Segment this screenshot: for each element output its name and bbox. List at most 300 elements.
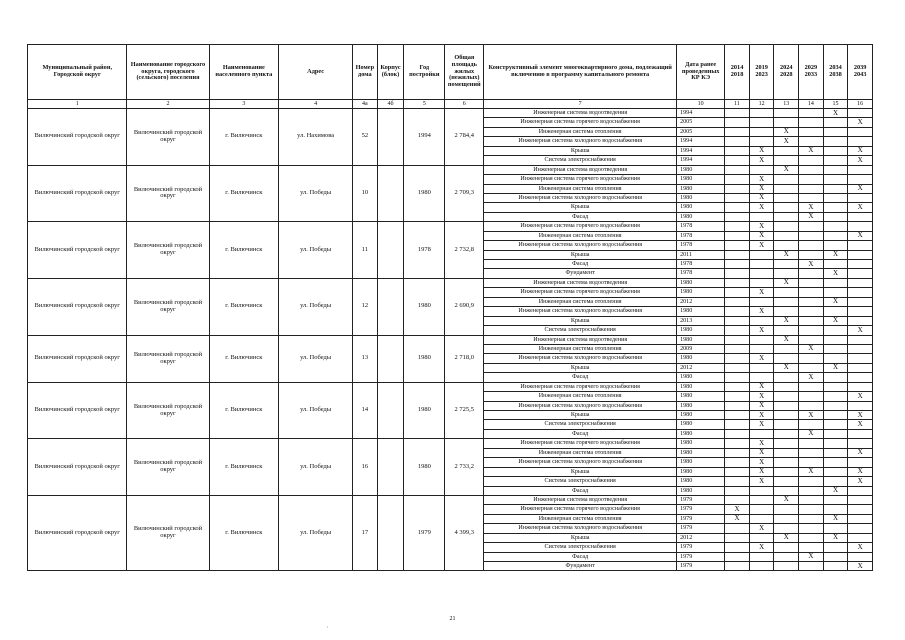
prev-repair-date-cell: 1980 xyxy=(677,429,725,438)
period-mark-cell xyxy=(749,165,774,174)
area-cell: 2 690,9 xyxy=(445,278,484,335)
period-mark-cell: X xyxy=(749,241,774,250)
district-cell: Вилючинский городской округ xyxy=(28,165,127,222)
period-mark-cell xyxy=(725,222,750,231)
period-mark-cell xyxy=(823,278,848,287)
period-mark-cell xyxy=(774,288,799,297)
period-mark-cell: X xyxy=(749,392,774,401)
period-mark-cell xyxy=(799,193,824,202)
block-cell xyxy=(377,165,404,222)
period-mark-cell xyxy=(848,533,873,542)
period-mark-cell xyxy=(749,109,774,118)
period-mark-cell: X xyxy=(749,288,774,297)
period-mark-cell xyxy=(823,373,848,382)
column-number: 10 xyxy=(677,100,725,109)
period-mark-cell: X xyxy=(774,250,799,259)
period-mark-cell xyxy=(725,420,750,429)
period-mark-cell xyxy=(823,146,848,155)
table-row xyxy=(28,165,873,174)
build-year-cell: 1980 xyxy=(404,335,445,382)
period-mark-cell xyxy=(774,307,799,316)
period-mark-cell xyxy=(799,222,824,231)
house-number-cell: 10 xyxy=(353,165,378,222)
period-mark-cell: X xyxy=(799,411,824,420)
period-mark-cell xyxy=(725,156,750,165)
period-mark-cell xyxy=(799,297,824,306)
period-mark-cell: X xyxy=(749,543,774,552)
table-row xyxy=(28,439,873,448)
period-mark-cell xyxy=(848,175,873,184)
period-mark-cell: X xyxy=(749,156,774,165)
period-mark-cell xyxy=(848,297,873,306)
period-mark-cell xyxy=(749,212,774,221)
period-mark-cell: X xyxy=(774,137,799,146)
locality-cell: г. Вилючинск xyxy=(209,109,279,166)
locality-cell: г. Вилючинск xyxy=(209,278,279,335)
period-mark-cell xyxy=(799,288,824,297)
period-mark-cell xyxy=(749,118,774,127)
period-mark-cell: X xyxy=(749,382,774,391)
area-cell: 2 709,3 xyxy=(445,165,484,222)
period-mark-cell: X xyxy=(848,146,873,155)
column-number: 2 xyxy=(127,100,209,109)
period-mark-cell xyxy=(799,448,824,457)
area-cell: 2 725,5 xyxy=(445,382,484,439)
period-mark-cell: X xyxy=(774,495,799,504)
prev-repair-date-cell: 1980 xyxy=(677,326,725,335)
address-cell: ул. Победы xyxy=(279,165,353,222)
element-cell: Фасад xyxy=(484,429,677,438)
element-cell: Инженерная система холодного водоснабжения xyxy=(484,458,677,467)
prev-repair-date-cell: 2005 xyxy=(677,127,725,136)
period-mark-cell xyxy=(848,316,873,325)
block-cell xyxy=(377,278,404,335)
header-prev-repair-date: Дата ранее проведенных КР КЭ xyxy=(677,45,725,100)
period-mark-cell: X xyxy=(848,562,873,571)
prev-repair-date-cell: 2013 xyxy=(677,316,725,325)
period-mark-cell xyxy=(848,505,873,514)
period-mark-cell xyxy=(725,448,750,457)
period-mark-cell: X xyxy=(823,316,848,325)
period-mark-cell xyxy=(848,514,873,523)
table-row xyxy=(28,222,873,231)
period-mark-cell xyxy=(725,486,750,495)
period-mark-cell: X xyxy=(848,467,873,476)
period-mark-cell: X xyxy=(749,448,774,457)
period-mark-cell xyxy=(725,439,750,448)
period-mark-cell: X xyxy=(749,477,774,486)
period-mark-cell xyxy=(799,269,824,278)
build-year-cell: 1980 xyxy=(404,278,445,335)
column-number: 15 xyxy=(823,100,848,109)
settlement-cell: Вилючинский городской округ xyxy=(127,222,209,279)
prev-repair-date-cell: 1980 xyxy=(677,467,725,476)
period-mark-cell: X xyxy=(749,175,774,184)
element-cell: Инженерная система горячего водоснабжения xyxy=(484,175,677,184)
period-mark-cell xyxy=(799,533,824,542)
period-mark-cell xyxy=(799,458,824,467)
period-mark-cell xyxy=(848,212,873,221)
prev-repair-date-cell: 2009 xyxy=(677,344,725,353)
period-mark-cell: X xyxy=(749,420,774,429)
period-mark-cell xyxy=(823,382,848,391)
element-cell: Крыша xyxy=(484,533,677,542)
period-mark-cell: X xyxy=(848,420,873,429)
period-mark-cell xyxy=(749,562,774,571)
period-mark-cell xyxy=(774,344,799,353)
prev-repair-date-cell: 1978 xyxy=(677,222,725,231)
house-number-cell: 16 xyxy=(353,439,378,496)
build-year-cell: 1978 xyxy=(404,222,445,279)
period-mark-cell xyxy=(848,373,873,382)
period-mark-cell xyxy=(823,222,848,231)
block-cell xyxy=(377,382,404,439)
prev-repair-date-cell: 1980 xyxy=(677,278,725,287)
period-mark-cell xyxy=(799,231,824,240)
prev-repair-date-cell: 2012 xyxy=(677,533,725,542)
element-cell: Инженерная система отопления xyxy=(484,184,677,193)
period-mark-cell: X xyxy=(848,203,873,212)
address-cell: ул. Нахимова xyxy=(279,109,353,166)
period-mark-cell: X xyxy=(749,439,774,448)
settlement-cell: Вилючинский городской округ xyxy=(127,382,209,439)
period-mark-cell xyxy=(799,354,824,363)
period-mark-cell xyxy=(749,260,774,269)
period-mark-cell: X xyxy=(799,260,824,269)
period-mark-cell xyxy=(848,137,873,146)
period-mark-cell xyxy=(774,392,799,401)
table-body xyxy=(28,109,873,571)
period-mark-cell xyxy=(799,316,824,325)
column-number-row xyxy=(28,100,873,109)
period-mark-cell xyxy=(823,241,848,250)
house-number-cell: 12 xyxy=(353,278,378,335)
period-mark-cell xyxy=(823,562,848,571)
period-mark-cell: X xyxy=(799,203,824,212)
period-mark-cell xyxy=(725,543,750,552)
period-mark-cell xyxy=(749,429,774,438)
period-mark-cell xyxy=(799,420,824,429)
period-mark-cell: X xyxy=(848,392,873,401)
period-mark-cell xyxy=(848,241,873,250)
period-mark-cell xyxy=(823,392,848,401)
period-mark-cell xyxy=(725,241,750,250)
period-mark-cell: X xyxy=(848,231,873,240)
period-mark-cell xyxy=(749,297,774,306)
period-mark-cell: X xyxy=(848,543,873,552)
locality-cell: г. Вилючинск xyxy=(209,222,279,279)
period-mark-cell xyxy=(725,212,750,221)
header-period-2019: 2019 2023 xyxy=(749,45,774,100)
table-row xyxy=(28,495,873,504)
period-mark-cell xyxy=(848,127,873,136)
build-year-cell: 1980 xyxy=(404,439,445,496)
header-period-2034: 2034 2038 xyxy=(823,45,848,100)
element-cell: Инженерная система холодного водоснабжения xyxy=(484,241,677,250)
prev-repair-date-cell: 1980 xyxy=(677,175,725,184)
prev-repair-date-cell: 1980 xyxy=(677,439,725,448)
period-mark-cell xyxy=(725,392,750,401)
address-cell: ул. Победы xyxy=(279,382,353,439)
period-mark-cell xyxy=(725,278,750,287)
prev-repair-date-cell: 1980 xyxy=(677,288,725,297)
period-mark-cell xyxy=(799,543,824,552)
district-cell: Вилючинский городской округ xyxy=(28,222,127,279)
element-cell: Инженерная система отопления xyxy=(484,448,677,457)
header-address: Адрес xyxy=(279,45,353,100)
house-number-cell: 17 xyxy=(353,495,378,571)
period-mark-cell xyxy=(823,495,848,504)
stray-mark: , xyxy=(327,624,329,629)
prev-repair-date-cell: 1978 xyxy=(677,269,725,278)
period-mark-cell xyxy=(774,448,799,457)
period-mark-cell xyxy=(848,429,873,438)
period-mark-cell xyxy=(774,269,799,278)
period-mark-cell xyxy=(848,250,873,259)
house-number-cell: 52 xyxy=(353,109,378,166)
header-period-2024: 2024 2028 xyxy=(774,45,799,100)
period-mark-cell xyxy=(725,165,750,174)
period-mark-cell xyxy=(848,495,873,504)
period-mark-cell: X xyxy=(799,373,824,382)
prev-repair-date-cell: 1980 xyxy=(677,307,725,316)
period-mark-cell xyxy=(823,439,848,448)
element-cell: Система электроснабжения xyxy=(484,326,677,335)
period-mark-cell xyxy=(848,382,873,391)
period-mark-cell xyxy=(823,420,848,429)
period-mark-cell: X xyxy=(799,146,824,155)
element-cell: Инженерная система водоотведения xyxy=(484,278,677,287)
header-area: Общая площадь жилых (нежилых) помещений xyxy=(445,45,484,100)
element-cell: Инженерная система отопления xyxy=(484,127,677,136)
period-mark-cell xyxy=(823,118,848,127)
period-mark-cell xyxy=(848,524,873,533)
period-mark-cell xyxy=(749,495,774,504)
element-cell: Крыша xyxy=(484,146,677,155)
period-mark-cell xyxy=(848,439,873,448)
district-cell: Вилючинский городской округ xyxy=(28,382,127,439)
period-mark-cell xyxy=(725,231,750,240)
element-cell: Фасад xyxy=(484,260,677,269)
address-cell: ул. Победы xyxy=(279,278,353,335)
period-mark-cell xyxy=(725,533,750,542)
period-mark-cell: X xyxy=(749,401,774,410)
element-cell: Крыша xyxy=(484,203,677,212)
period-mark-cell xyxy=(823,344,848,353)
period-mark-cell xyxy=(799,439,824,448)
period-mark-cell xyxy=(848,401,873,410)
build-year-cell: 1979 xyxy=(404,495,445,571)
period-mark-cell xyxy=(799,307,824,316)
period-mark-cell xyxy=(823,231,848,240)
prev-repair-date-cell: 1979 xyxy=(677,505,725,514)
column-number: 16 xyxy=(848,100,873,109)
period-mark-cell xyxy=(799,363,824,372)
table-header xyxy=(28,45,873,109)
period-mark-cell xyxy=(774,552,799,561)
element-cell: Инженерная система холодного водоснабжения xyxy=(484,524,677,533)
period-mark-cell: X xyxy=(774,363,799,372)
period-mark-cell xyxy=(725,467,750,476)
period-mark-cell xyxy=(799,505,824,514)
period-mark-cell xyxy=(774,486,799,495)
period-mark-cell: X xyxy=(823,363,848,372)
period-mark-cell: X xyxy=(823,533,848,542)
column-number: 13 xyxy=(774,100,799,109)
period-mark-cell xyxy=(823,326,848,335)
period-mark-cell xyxy=(774,203,799,212)
period-mark-cell xyxy=(799,392,824,401)
house-number-cell: 14 xyxy=(353,382,378,439)
element-cell: Крыша xyxy=(484,250,677,259)
table-row xyxy=(28,335,873,344)
element-cell: Инженерная система горячего водоснабжения xyxy=(484,439,677,448)
element-cell: Инженерная система отопления xyxy=(484,297,677,306)
period-mark-cell xyxy=(725,127,750,136)
period-mark-cell: X xyxy=(774,335,799,344)
element-cell: Инженерная система отопления xyxy=(484,231,677,240)
period-mark-cell xyxy=(823,477,848,486)
element-cell: Крыша xyxy=(484,411,677,420)
period-mark-cell xyxy=(774,109,799,118)
element-cell: Инженерная система горячего водоснабжения xyxy=(484,288,677,297)
prev-repair-date-cell: 1978 xyxy=(677,231,725,240)
period-mark-cell: X xyxy=(848,326,873,335)
period-mark-cell xyxy=(774,373,799,382)
element-cell: Фасад xyxy=(484,552,677,561)
period-mark-cell xyxy=(848,165,873,174)
element-cell: Инженерная система горячего водоснабжения xyxy=(484,118,677,127)
period-mark-cell xyxy=(774,222,799,231)
period-mark-cell xyxy=(823,203,848,212)
period-mark-cell: X xyxy=(823,297,848,306)
period-mark-cell xyxy=(725,552,750,561)
period-mark-cell xyxy=(749,363,774,372)
period-mark-cell xyxy=(725,288,750,297)
period-mark-cell xyxy=(774,467,799,476)
period-mark-cell: X xyxy=(725,505,750,514)
column-number: 3 xyxy=(209,100,279,109)
element-cell: Фасад xyxy=(484,486,677,495)
period-mark-cell: X xyxy=(799,467,824,476)
period-mark-cell xyxy=(749,316,774,325)
period-mark-cell: X xyxy=(823,514,848,523)
period-mark-cell: X xyxy=(823,109,848,118)
element-cell: Инженерная система холодного водоснабжения xyxy=(484,307,677,316)
period-mark-cell xyxy=(774,193,799,202)
period-mark-cell xyxy=(725,429,750,438)
period-mark-cell xyxy=(848,363,873,372)
prev-repair-date-cell: 1980 xyxy=(677,165,725,174)
period-mark-cell xyxy=(799,562,824,571)
build-year-cell: 1980 xyxy=(404,165,445,222)
period-mark-cell xyxy=(848,222,873,231)
period-mark-cell xyxy=(725,477,750,486)
period-mark-cell xyxy=(823,335,848,344)
period-mark-cell: X xyxy=(848,411,873,420)
prev-repair-date-cell: 1994 xyxy=(677,137,725,146)
period-mark-cell: X xyxy=(725,514,750,523)
period-mark-cell xyxy=(799,514,824,523)
address-cell: ул. Победы xyxy=(279,222,353,279)
prev-repair-date-cell: 1980 xyxy=(677,448,725,457)
period-mark-cell xyxy=(799,165,824,174)
period-mark-cell xyxy=(774,326,799,335)
period-mark-cell xyxy=(774,477,799,486)
header-period-2039: 2039 2043 xyxy=(848,45,873,100)
period-mark-cell xyxy=(774,156,799,165)
table-row xyxy=(28,109,873,118)
period-mark-cell xyxy=(823,127,848,136)
period-mark-cell xyxy=(799,524,824,533)
period-mark-cell xyxy=(774,420,799,429)
header-block: Корпус (блок) xyxy=(377,45,404,100)
period-mark-cell: X xyxy=(848,156,873,165)
element-cell: Инженерная система холодного водоснабжения xyxy=(484,193,677,202)
block-cell xyxy=(377,109,404,166)
column-number: 4 xyxy=(279,100,353,109)
house-number-cell: 11 xyxy=(353,222,378,279)
period-mark-cell: X xyxy=(848,448,873,457)
period-mark-cell: X xyxy=(749,307,774,316)
period-mark-cell xyxy=(725,458,750,467)
period-mark-cell xyxy=(749,533,774,542)
period-mark-cell xyxy=(823,543,848,552)
period-mark-cell xyxy=(848,288,873,297)
column-number: 11 xyxy=(725,100,750,109)
element-cell: Система электроснабжения xyxy=(484,420,677,429)
period-mark-cell xyxy=(774,297,799,306)
prev-repair-date-cell: 1994 xyxy=(677,109,725,118)
prev-repair-date-cell: 2005 xyxy=(677,118,725,127)
period-mark-cell xyxy=(823,175,848,184)
period-mark-cell xyxy=(799,184,824,193)
period-mark-cell xyxy=(749,250,774,259)
element-cell: Система электроснабжения xyxy=(484,156,677,165)
period-mark-cell xyxy=(774,146,799,155)
prev-repair-date-cell: 1980 xyxy=(677,193,725,202)
period-mark-cell xyxy=(848,354,873,363)
block-cell xyxy=(377,495,404,571)
block-cell xyxy=(377,222,404,279)
period-mark-cell xyxy=(823,260,848,269)
period-mark-cell: X xyxy=(749,146,774,155)
house-number-cell: 13 xyxy=(353,335,378,382)
prev-repair-date-cell: 1980 xyxy=(677,212,725,221)
prev-repair-date-cell: 2012 xyxy=(677,297,725,306)
header-house-number: Номер дома xyxy=(353,45,378,100)
period-mark-cell: X xyxy=(799,212,824,221)
period-mark-cell xyxy=(774,382,799,391)
period-mark-cell: X xyxy=(749,354,774,363)
prev-repair-date-cell: 1980 xyxy=(677,335,725,344)
period-mark-cell: X xyxy=(749,326,774,335)
period-mark-cell xyxy=(725,193,750,202)
period-mark-cell: X xyxy=(749,524,774,533)
period-mark-cell xyxy=(799,278,824,287)
period-mark-cell: X xyxy=(749,411,774,420)
column-number: 4б xyxy=(377,100,404,109)
period-mark-cell: X xyxy=(823,486,848,495)
period-mark-cell xyxy=(823,193,848,202)
period-mark-cell: X xyxy=(799,344,824,353)
period-mark-cell xyxy=(774,543,799,552)
prev-repair-date-cell: 1994 xyxy=(677,156,725,165)
column-number: 7 xyxy=(484,100,677,109)
period-mark-cell xyxy=(823,165,848,174)
period-mark-cell: X xyxy=(799,552,824,561)
period-mark-cell xyxy=(774,354,799,363)
